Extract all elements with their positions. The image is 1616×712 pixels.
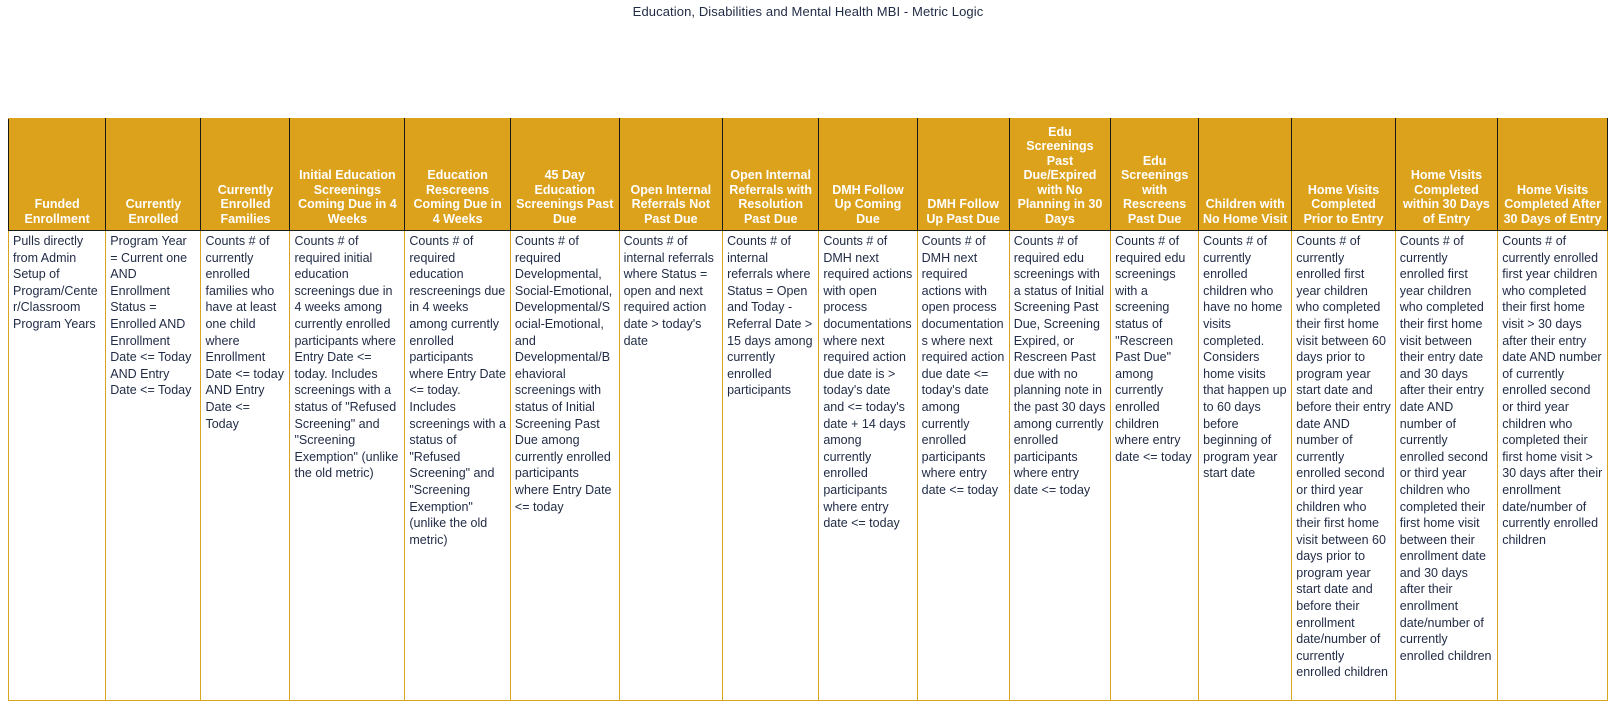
column-logic-cell-1: Program Year = Current one AND Enrollment Status = Enrolled AND Enrollment Date <= Today AND Entry Date <= Today xyxy=(106,231,201,701)
table-body xyxy=(9,231,1608,701)
column-header-7: Open Internal Referrals with Resolution Past Due xyxy=(723,119,819,231)
column-logic-cell-12: Counts # of currently enrolled children who have no home visits completed. Considers home visits that happen up to 60 days before beginning of program year start date xyxy=(1199,231,1292,701)
column-logic-cell-11: Counts # of required edu screenings with a screening status of "Rescreen Past Due" among currently enrolled children where entry date <= today xyxy=(1111,231,1199,701)
column-logic-cell-14: Counts # of currently enrolled first year children who completed their first home visit between their entry date and 30 days after their entry date AND number of currently enrolled second or third year children who completed their first home visit between their enrollment date and 30 days after their enrollment date/number of currently enrolled children xyxy=(1395,231,1497,701)
column-header-8: DMH Follow Up Coming Due xyxy=(819,119,917,231)
column-header-15: Home Visits Completed After 30 Days of Entry xyxy=(1498,119,1608,231)
column-logic-cell-13: Counts # of currently enrolled first year children who completed their first home visit between 60 days prior to program year start date and before their entry date AND number of currently enrolled second or third year children who their first home visit between 60 days prior to program year start date and before their enrollment date/number of currently enrolled children xyxy=(1292,231,1395,701)
column-header-0: Funded Enrollment xyxy=(9,119,106,231)
metric-logic-table xyxy=(8,118,1608,701)
column-header-6: Open Internal Referrals Not Past Due xyxy=(619,119,722,231)
column-logic-cell-2: Counts # of currently enrolled families who have at least one child where Enrollment Date <= today AND Entry Date <= Today xyxy=(201,231,290,701)
column-header-11: Edu Screenings with Rescreens Past Due xyxy=(1111,119,1199,231)
column-logic-cell-6: Counts # of internal referrals where Status = open and next required action date > today's date xyxy=(619,231,722,701)
column-header-1: Currently Enrolled xyxy=(106,119,201,231)
column-header-3: Initial Education Screenings Coming Due in 4 Weeks xyxy=(290,119,405,231)
column-logic-cell-5: Counts # of required Developmental, Social-Emotional, Developmental/Social-Emotional, and Developmental/Behavioral screenings with status of Initial Screening Past Due among currently enrolled participants where Entry Date <= today xyxy=(510,231,619,701)
column-header-12: Children with No Home Visit xyxy=(1199,119,1292,231)
table-header xyxy=(9,119,1608,231)
metric-logic-table-container xyxy=(8,118,1608,701)
column-header-14: Home Visits Completed within 30 Days of Entry xyxy=(1395,119,1497,231)
column-logic-cell-15: Counts # of currently enrolled first year children who completed their first home visit > 30 days after their entry date AND number of currently enrolled second or third year children who completed their first home visit > 30 days after their enrollment date/number of currently enrolled children xyxy=(1498,231,1608,701)
page-title: Education, Disabilities and Mental Health MBI - Metric Logic xyxy=(632,4,984,19)
column-logic-cell-3: Counts # of required initial education screenings due in 4 weeks among currently enrolled participants where Entry Date <= today. Includes screenings with a status of "Refused Screening" and "Screening Exemption" (unlike the old metric) xyxy=(290,231,405,701)
column-logic-cell-9: Counts # of DMH next required actions with open process documentations where next required action due date <= today's date among currently enrolled participants where entry date <= today xyxy=(917,231,1009,701)
column-header-2: Currently Enrolled Families xyxy=(201,119,290,231)
column-logic-cell-0: Pulls directly from Admin Setup of Program/Center/Classroom Program Years xyxy=(9,231,106,701)
column-header-10: Edu Screenings Past Due/Expired with No Planning in 30 Days xyxy=(1009,119,1110,231)
table-row xyxy=(9,231,1608,701)
column-logic-cell-8: Counts # of DMH next required actions with open process documentations where next required action due date is > today's date and <= today's date + 14 days among currently enrolled participants where entry date <= today xyxy=(819,231,917,701)
column-header-4: Education Rescreens Coming Due in 4 Weeks xyxy=(405,119,511,231)
column-header-9: DMH Follow Up Past Due xyxy=(917,119,1009,231)
column-logic-cell-7: Counts # of internal referrals where Status = Open and Today - Referral Date > 15 days among currently enrolled participants xyxy=(723,231,819,701)
column-logic-cell-10: Counts # of required edu screenings with a status of Initial Screening Past Due, Screening Expired, or Rescreen Past due with no planning note in the past 30 days among currently enrolled participants where entry date <= today xyxy=(1009,231,1110,701)
column-header-5: 45 Day Education Screenings Past Due xyxy=(510,119,619,231)
column-logic-cell-4: Counts # of required education rescreenings due in 4 weeks among currently enrolled participants where Entry Date <= today. Includes screenings with a status of "Refused Screening" and "Screening Exemption" (unlike the old metric) xyxy=(405,231,511,701)
table-header-row xyxy=(9,119,1608,231)
column-header-13: Home Visits Completed Prior to Entry xyxy=(1292,119,1395,231)
